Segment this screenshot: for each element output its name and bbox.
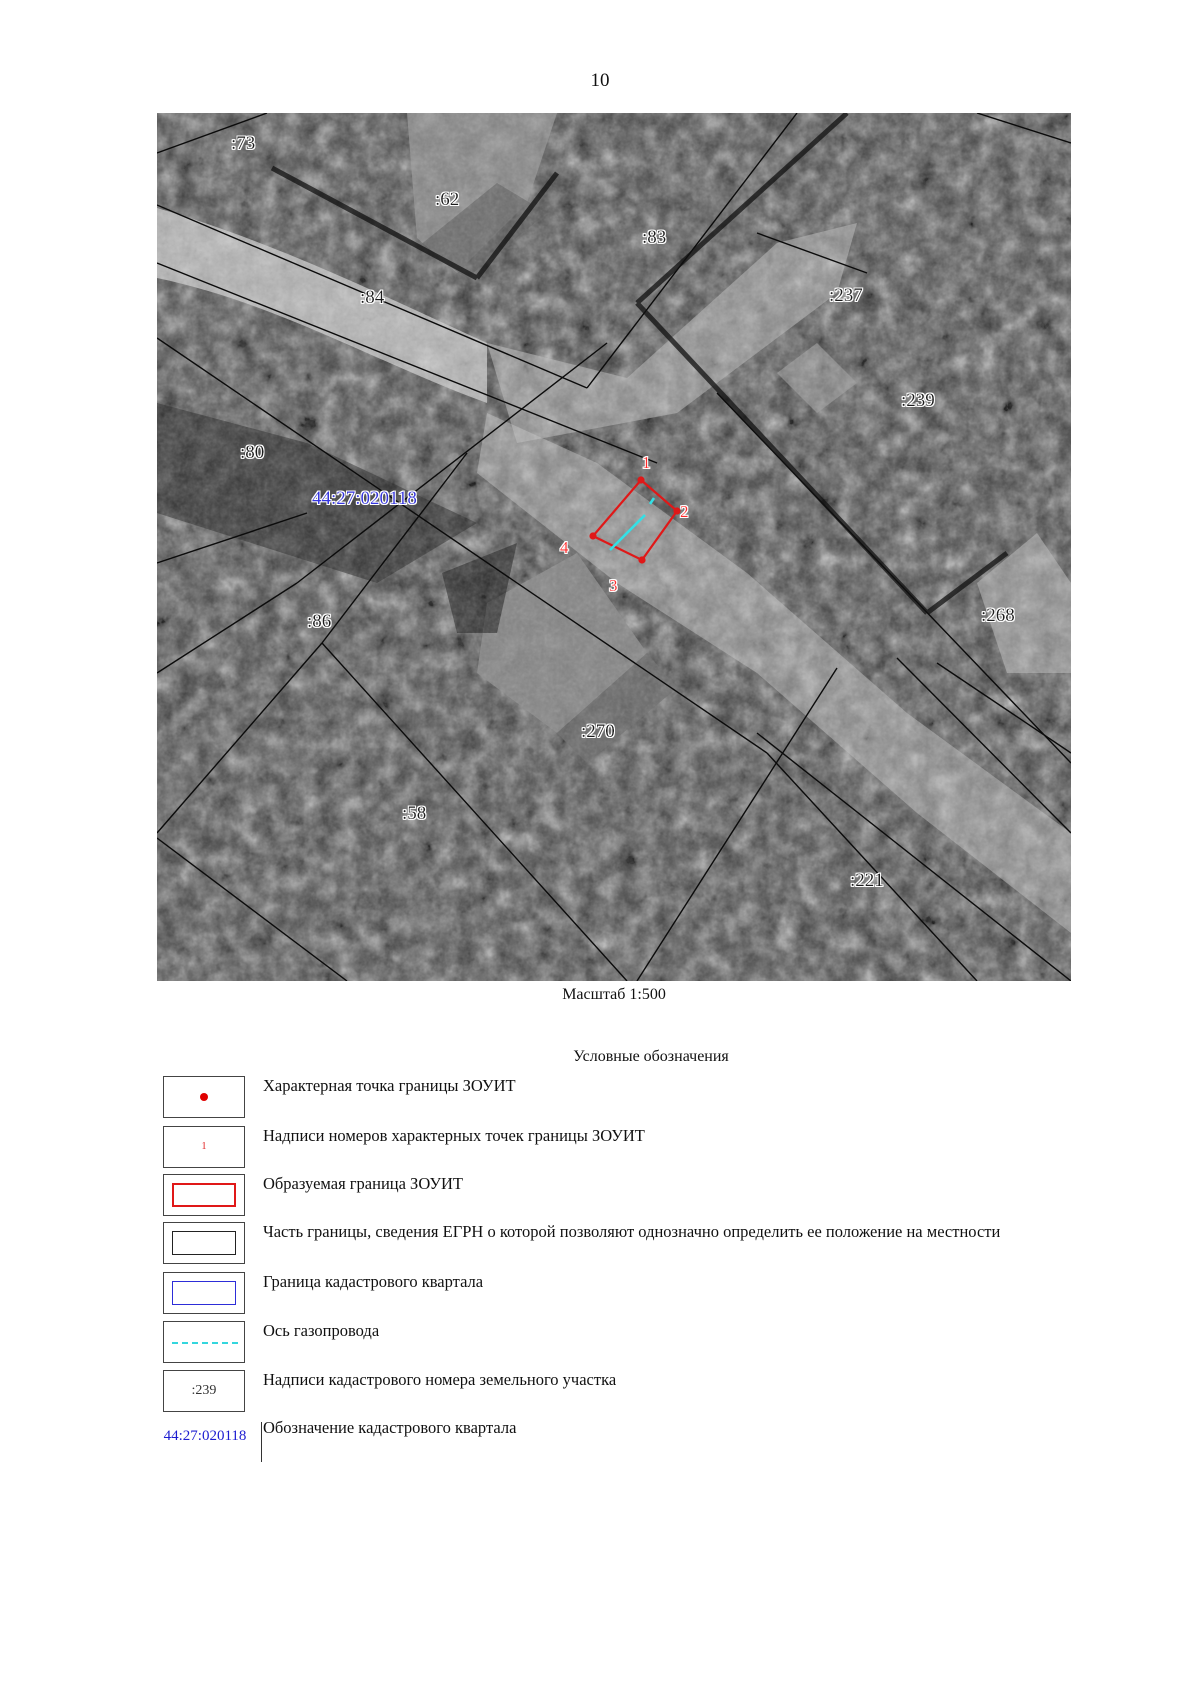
parcel-label: :270	[581, 721, 615, 742]
dashed-line-icon	[163, 1321, 245, 1363]
map-scale: Масштаб 1:500	[562, 986, 666, 1003]
parcel-label: :221	[850, 870, 884, 891]
parcel-label: :83	[642, 227, 667, 248]
quarter-label-icon: 44:27:020118	[163, 1418, 245, 1460]
cadastral-quarter-label: 44:27:020118	[312, 488, 417, 509]
satellite-map[interactable]	[157, 113, 1071, 981]
point-label-3: 3	[609, 576, 618, 595]
legend-text: Обозначение кадастрового квартала	[263, 1418, 517, 1437]
legend-title: Условные обозначения	[573, 1048, 729, 1065]
parcel-label: :73	[231, 133, 256, 154]
point-label-1: 1	[642, 453, 651, 472]
point-label-4: 4	[560, 538, 569, 557]
legend-text: Граница кадастрового квартала	[263, 1272, 484, 1291]
parcel-label: :80	[240, 442, 265, 463]
parcel-label: :237	[829, 285, 863, 306]
page-number: 10	[590, 70, 610, 91]
legend-text: Образуемая граница ЗОУИТ	[263, 1174, 463, 1193]
blue-rect-icon	[163, 1272, 245, 1314]
parcel-label: :58	[402, 803, 427, 824]
legend-text: Часть границы, сведения ЕГРН о которой позволяют однозначно определить ее положение на местности	[263, 1222, 1001, 1241]
cadastral-number-icon: :239	[163, 1370, 245, 1412]
legend-text: Характерная точка границы ЗОУИТ	[263, 1076, 516, 1095]
red-rect-icon	[163, 1174, 245, 1216]
parcel-label: :84	[360, 287, 385, 308]
legend-text: Ось газопровода	[263, 1321, 380, 1340]
point-label-2: 2	[680, 502, 689, 521]
red-dot-icon	[163, 1076, 245, 1118]
parcel-label: :86	[307, 611, 332, 632]
black-rect-icon	[163, 1222, 245, 1264]
parcel-label: :239	[901, 390, 935, 411]
legend-text: Надписи кадастрового номера земельного участка	[263, 1370, 617, 1389]
point-number-icon: 1	[163, 1126, 245, 1168]
parcel-label: :62	[435, 189, 460, 210]
legend-text: Надписи номеров характерных точек границы ЗОУИТ	[263, 1126, 645, 1145]
parcel-label: :268	[981, 605, 1015, 626]
